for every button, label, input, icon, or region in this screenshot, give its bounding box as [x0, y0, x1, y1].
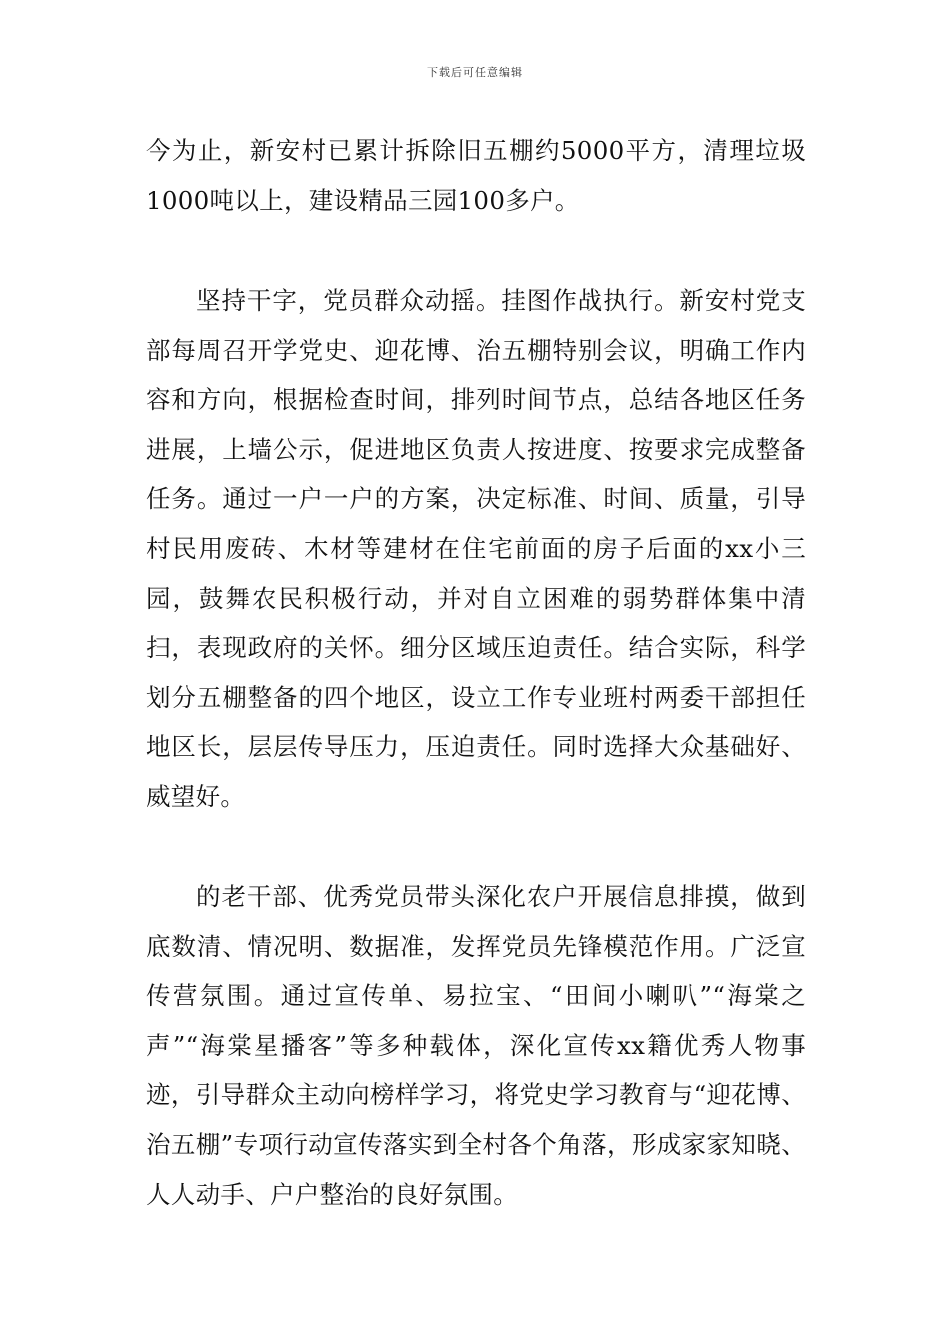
page-header: 下载后可任意编辑	[427, 66, 523, 79]
paragraph-2: 坚持干字，党员群众动摇。挂图作战执行。新安村党支部每周召开学党史、迎花博、治五棚特别会议，明确工作内容和方向，根据检查时间，排列时间节点，总结各地区任务进展，上墙公示，促进地区负责人按进度、按要求完成整备任务。通过一户一户的方案，决定标准、时间、质量，引导村民用废砖、木材等建材在住宅前面的房子后面的xx小三园，鼓舞农民积极行动，并对自立困难的弱势群体集中清扫，表现政府的关怀。细分区域压迫责任。结合实际，科学划分五棚整备的四个地区，设立工作专业班村两委干部担任地区长，层层传导压力，压迫责任。同时选择大众基础好、威望好。	[146, 286, 806, 811]
paragraph-1: 今为止，新安村已累计拆除旧五棚约5000平方，清理垃圾1000吨以上，建设精品三园100多户。	[146, 136, 806, 215]
paragraph-3: 的老干部、优秀党员带头深化农户开展信息排摸，做到底数清、情况明、数据准，发挥党员先锋模范作用。广泛宣传营氛围。通过宣传单、易拉宝、“田间小喇叭”“海棠之声”“海棠星播客”等多种载体，深化宣传xx籍优秀人物事迹，引导群众主动向榜样学习，将党史学习教育与“迎花博、治五棚”专项行动宣传落实到全村各个角落，形成家家知晓、人人动手、户户整治的良好氛围。	[146, 882, 806, 1209]
